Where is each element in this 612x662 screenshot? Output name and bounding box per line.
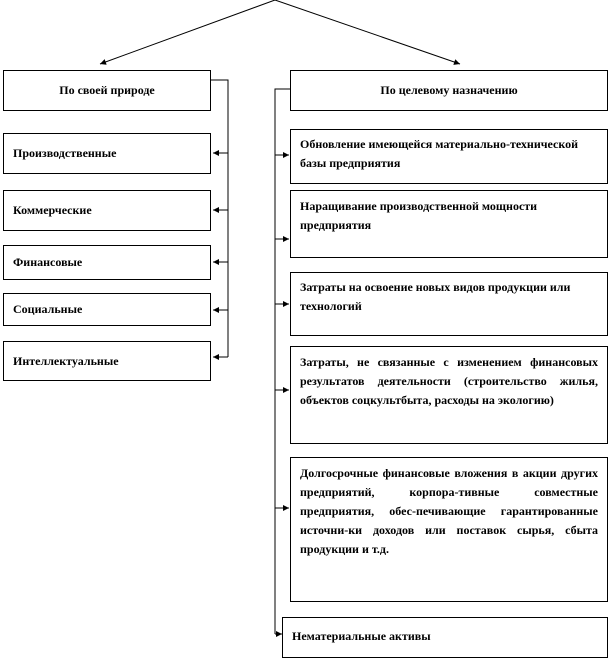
left-item-label: Производственные (13, 146, 117, 160)
left-header-box (3, 70, 211, 111)
left-item-label: Коммерческие (13, 203, 92, 217)
right-item-label: Нематериальные активы (292, 629, 431, 643)
right-item-label: Затраты, не связанные с изменением финансовых результатов деятельности (строительство жилья, объектов соцкультбыта, расходы на экологию) (300, 355, 598, 407)
right-item-label: Долгосрочные финансовые вложения в акции других предприятий, корпора-тивные совместные предприятия, обес-печивающие гарантированные источни-ки доходов или поставок сырья, сбыта продукции и т.д. (300, 466, 598, 556)
top-arrow-left (100, 0, 275, 64)
left-item-box (3, 341, 211, 381)
right-item-box (290, 346, 608, 444)
left-item-box (3, 133, 211, 174)
right-bracket-line (275, 89, 290, 634)
left-item-box (3, 245, 211, 280)
left-bracket-line (211, 80, 228, 357)
top-arrow-right (275, 0, 460, 64)
left-item-label: Интеллектуальные (13, 353, 119, 368)
left-header-label: По своей природе (59, 83, 155, 97)
right-item-box (290, 129, 608, 184)
right-header-label: По целевому назначению (380, 83, 518, 97)
right-item-label: Обновление имеющейся материально-технической базы предприятия (300, 137, 578, 170)
left-item-label: Финансовые (13, 255, 83, 269)
right-item-label: Затраты на освоение новых видов продукции или технологий (300, 280, 571, 313)
left-item-box (3, 190, 211, 231)
right-item-box (290, 272, 608, 336)
right-item-box (282, 617, 608, 658)
right-item-box (290, 190, 608, 258)
right-header-box (290, 70, 608, 111)
left-item-label: Социальные (13, 302, 83, 316)
right-item-label: Наращивание производственной мощности предприятия (300, 199, 538, 232)
left-item-box (3, 293, 211, 326)
right-item-box (290, 457, 608, 602)
